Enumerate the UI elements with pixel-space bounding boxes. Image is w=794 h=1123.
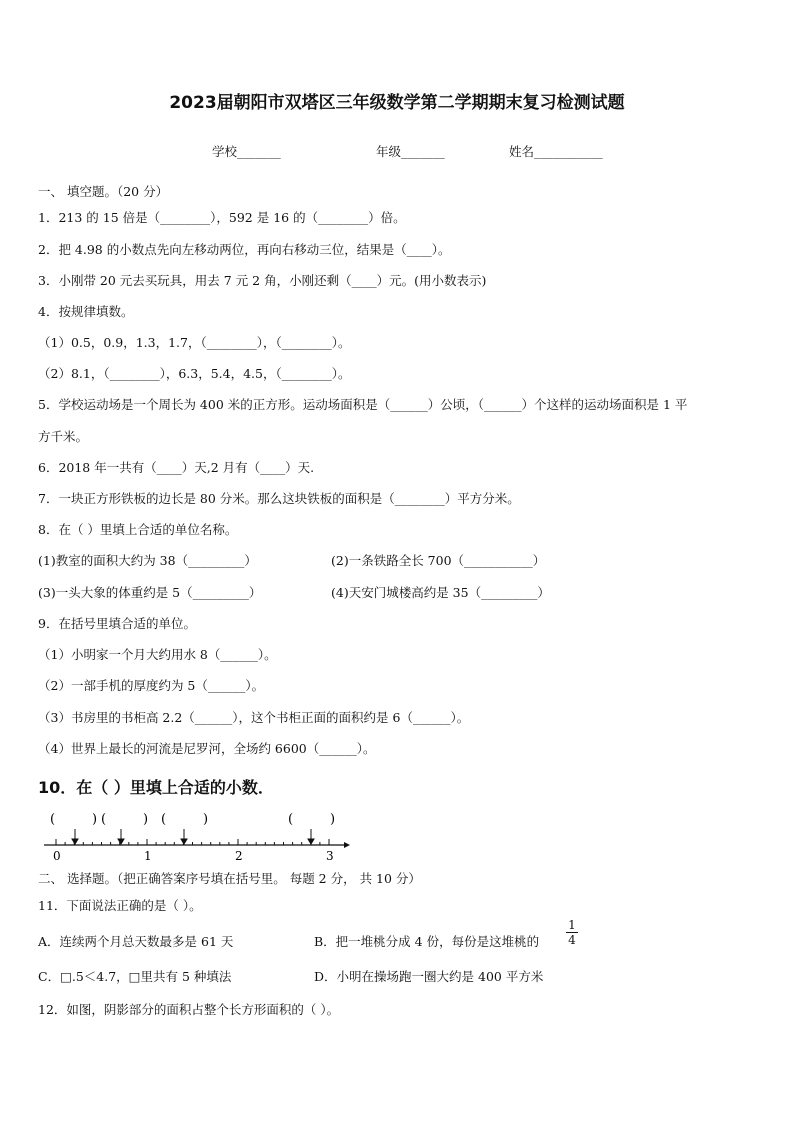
bracket-4-close: )	[330, 812, 336, 827]
arrowhead-3	[181, 839, 187, 844]
section-2-heading: 二、 选择题。（把正确答案序号填在括号里。 每题 2 分， 共 10 分）	[38, 871, 421, 886]
tick-label-1: 1	[144, 849, 152, 863]
option-a: A．连续两个月总天数最多是 61 天	[38, 934, 234, 949]
option-d: D．小明在操场跑一圈大约是 400 平方米	[314, 969, 544, 984]
bracket-1-open: (	[50, 812, 56, 827]
question-5-line-2: 方千米。	[38, 429, 89, 444]
option-c: C．□.5＜4.7，□里共有 5 种填法	[38, 969, 232, 984]
question-9-item-3: （3）书房里的书柜高 2.2（______），这个书柜正面的面积约是 6（______）。	[38, 710, 470, 725]
fraction-one-quarter	[566, 918, 578, 947]
question-9-item-4: （4）世界上最长的河流是尼罗河，全场约 6600（______）。	[38, 741, 376, 756]
question-1: 1．213 的 15 倍是（________），592 是 16 的（________）倍。	[38, 210, 406, 225]
arrowhead-2	[118, 839, 124, 844]
question-9-item-1: （1）小明家一个月大约用水 8（______）。	[38, 647, 277, 662]
page-title: 2023届朝阳市双塔区三年级数学第二学期期末复习检测试题	[169, 93, 625, 113]
bracket-2-open: (	[101, 812, 107, 827]
question-8-item-4: (4)天安门城楼高约是 35（_________）	[331, 585, 550, 600]
axis-arrowhead	[344, 842, 350, 848]
tick-label-2: 2	[235, 849, 243, 863]
section-1-heading: 一、 填空题。（20 分）	[38, 184, 169, 199]
question-9-item-2: （2）一部手机的厚度约为 5（______）。	[38, 678, 265, 693]
bracket-3-open: (	[161, 812, 167, 827]
question-3: 3．小刚带 20 元去买玩具，用去 7 元 2 角，小刚还剩（____）元。(用小数表示)	[38, 273, 487, 288]
question-4: 4．按规律填数。	[38, 304, 134, 319]
grade-field: 年级_______	[376, 144, 445, 159]
question-2: 2．把 4.98 的小数点先向左移动两位，再向右移动三位，结果是（____）。	[38, 242, 451, 257]
question-10: 10．在（ ）里填上合适的小数．	[38, 778, 274, 797]
bracket-4-open: (	[288, 812, 294, 827]
question-7: 7．一块正方形铁板的边长是 80 分米。那么这块铁板的面积是（________）平方分米。	[38, 491, 520, 506]
question-6: 6．2018 年一共有（____）天,2 月有（____）天.	[38, 460, 315, 475]
question-5-line-1: 5．学校运动场是一个周长为 400 米的正方形。运动场面积是（______）公顷，（______）个这样的运动场面积是 1 平	[38, 397, 688, 412]
question-11: 11．下面说法正确的是（ ）。	[38, 898, 202, 913]
question-4-part-1: （1）0.5，0.9，1.3，1.7，（________），（________）。	[38, 335, 351, 350]
number-line-figure	[0, 805, 794, 865]
question-9: 9．在括号里填合适的单位。	[38, 616, 196, 631]
fraction-numerator: 1	[568, 918, 576, 932]
fraction-denominator: 4	[566, 932, 578, 947]
question-8: 8．在（ ）里填上合适的单位名称。	[38, 522, 238, 537]
name-field: 姓名___________	[509, 144, 603, 159]
bracket-3-close: )	[203, 812, 209, 827]
tick-label-3: 3	[326, 849, 334, 863]
question-8-item-2: (2)一条铁路全长 700（___________）	[331, 553, 546, 568]
question-12: 12．如图，阴影部分的面积占整个长方形面积的（ ）。	[38, 1002, 340, 1017]
question-8-item-1: (1)教室的面积大约为 38（_________）	[38, 553, 257, 568]
bracket-1-close: )	[92, 812, 98, 827]
option-b: B．把一堆桃分成 4 份，每份是这堆桃的	[314, 934, 540, 949]
question-8-item-3: (3)一头大象的体重约是 5（_________）	[38, 585, 262, 600]
question-4-part-2: （2）8.1，（________），6.3，5.4，4.5，（________）。	[38, 366, 351, 381]
school-field: 学校_______	[212, 144, 281, 159]
tick-label-0: 0	[53, 849, 61, 863]
arrowhead-1	[72, 839, 78, 844]
bracket-2-close: )	[143, 812, 149, 827]
